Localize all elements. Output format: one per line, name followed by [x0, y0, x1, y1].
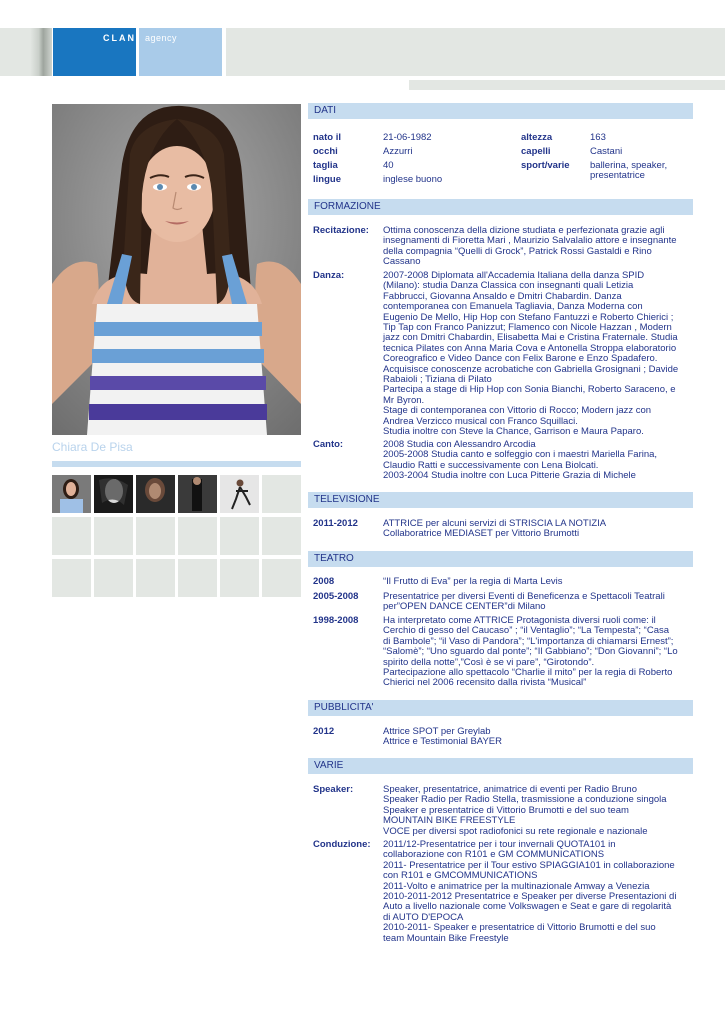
taglia-label: taglia: [313, 160, 338, 171]
altezza-label: altezza: [521, 132, 553, 143]
text-line: Coreografico e Video Dance con Felix Barone e Enzo Spadafero.: [383, 353, 658, 365]
text-line: Stage di contemporanea con Vittorio di Rocco; Modern jazz con: [383, 405, 652, 417]
occhi-value: Azzurri: [383, 146, 413, 157]
header-band-right: [226, 28, 725, 76]
teatro-text: [383, 592, 690, 613]
text-line: Fabbrucci, Giovanna Ansaldo e Dmitri Chabardin. Danza: [383, 290, 622, 302]
recitazione-label: Recitazione:: [313, 225, 369, 236]
text-line: Cassano: [383, 256, 421, 268]
text-line: 2011-Volto e animatrice per la multinazionale Amway a Venezia: [383, 880, 650, 892]
text-line: Partecipazione allo spettacolo “Charlie il mito” per la regia di Roberto: [383, 667, 673, 679]
thumbnail-slot: [94, 559, 133, 597]
nato-value: 21-06-1982: [383, 132, 432, 143]
text-line: Tip Tap con Franco Panizzut; Flamenco con Nicole Hazzan , Modern: [383, 322, 672, 334]
lingue-value: inglese buono: [383, 174, 443, 185]
occhi-label: occhi: [313, 146, 338, 157]
danza-label: Danza:: [313, 270, 345, 281]
thumbnail-slot: [220, 517, 259, 555]
thumbnail-3[interactable]: [136, 475, 175, 513]
section-teatro: [308, 551, 693, 567]
text-line: “Il Frutto di Eva” per la regia di Marta Levis: [383, 576, 563, 587]
thumbnail-slot: [52, 559, 91, 597]
teatro-year: 2005-2008: [313, 591, 359, 602]
text-line: Mr Byron.: [383, 394, 425, 406]
thumbnail-slot: [178, 559, 217, 597]
text-line: 2008 Studia con Alessandro Arcodia: [383, 439, 536, 450]
text-line: per”OPEN DANCE CENTER”di Milano: [383, 601, 546, 613]
thumbnail-slot: [262, 517, 301, 555]
section-title: FORMAZIONE: [314, 201, 381, 212]
televisione-year: 2011-2012: [313, 518, 358, 529]
section-title: TELEVISIONE: [314, 494, 380, 505]
text-line: Ha interpretato come ATTRICE Protagonista diversi ruoli come: il: [383, 615, 656, 626]
text-line: ATTRICE per alcuni servizi di STRISCIA LA NOTIZIA: [383, 518, 607, 529]
speaker-label: Speaker:: [313, 784, 354, 795]
text-line: collaborazione con R101 e GM COMMUNICATIONS: [383, 849, 605, 861]
text-line: con R101 e GMCOMMUNICATIONS: [383, 870, 538, 882]
conduzione-label: Conduzione:: [313, 839, 371, 850]
lingue-label: lingue: [313, 174, 341, 185]
thumbnail-slot: [52, 517, 91, 555]
thumbnail-slot: [136, 517, 175, 555]
section-televisione: [308, 492, 693, 508]
text-line: della compagnia “Quelli di Grock”, Patrick Rossi Gastaldi e Rino: [383, 245, 652, 257]
thumbnail-slot: [178, 517, 217, 555]
thumbnail-1[interactable]: [52, 475, 91, 513]
text-line: di Bambole”; “il Vaso di Pandora”; “L'importanza di chiamarsi Ernest”;: [383, 635, 674, 647]
text-line: Claudio Ratti e successivamente con Lena Biolcati.: [383, 459, 599, 471]
recitazione-text: [383, 226, 690, 268]
text-line: contemporanea con Emanuela Tagliavia, Danza Moderna con: [383, 301, 643, 313]
teatro-year: 1998-2008: [313, 615, 359, 626]
text-line: Attrice e Testimonial BAYER: [383, 736, 502, 748]
text-line: Chierici nel 2006 recensito dalla rivista “Musical”: [383, 677, 587, 689]
text-line: di AUTO D'EPOCA: [383, 911, 464, 923]
text-line: Presentatrice per diversi Eventi di Beneficenza e Spettacoli Teatrali: [383, 591, 665, 602]
text-line: Speaker Radio per Radio Stella, trasmissione a conduzione singola: [383, 794, 667, 806]
teatro-year: 2008: [313, 576, 335, 587]
logo-agency: agency: [145, 33, 178, 43]
section-title: PUBBLICITA': [314, 702, 374, 713]
canto-text: [383, 440, 690, 482]
text-line: Speaker e presentatrice di Vittorio Brumotti e del suo team: [383, 804, 629, 816]
text-line: Auto a livello nazionale come Volkswagen e Seat e gare di regolarità: [383, 901, 672, 913]
altezza-value: 163: [590, 132, 606, 143]
televisione-text: [383, 519, 690, 540]
thumbnail-slot: [136, 559, 175, 597]
danza-text: [383, 271, 690, 438]
text-line: jazz con Dmitri Chabardin, Elisabetta Mai e Cristina Fraternale. Studia: [383, 332, 678, 344]
header-texture: [30, 28, 52, 76]
text-line: Speaker, presentatrice, animatrice di eventi per Radio Bruno: [383, 784, 637, 795]
text-line: (Milano): studia Danza Classica con insegnanti quali Letizia: [383, 280, 634, 292]
text-line: 2011/12-Presentatrice per i tour invernali QUOTA101 in: [383, 839, 616, 850]
header-strip: [409, 80, 725, 90]
section-formazione: [308, 199, 693, 215]
taglia-value: 40: [383, 160, 394, 171]
teatro-text: [383, 577, 690, 587]
text-line: Andrea Verzicco musical con Franco Squillaci.: [383, 415, 578, 427]
text-line: “Salomè”; “Uno sguardo dal ponte”; “Il Gabbiano”; “Don Giovanni”; “Lo: [383, 646, 678, 658]
canto-label: Canto:: [313, 439, 344, 450]
text-line: Ottima conoscenza della dizione studiata e perfezionata grazie agli: [383, 225, 665, 236]
nato-label: nato il: [313, 132, 341, 143]
text-line: Collaboratrice MEDIASET per Vittorio Brumotti: [383, 528, 580, 540]
text-line: team Mountain Bike Freestyle: [383, 932, 509, 944]
text-line: Eugenio De Mello, Hip Hop con Stefano Fantuzzi e Roberto Chierici ;: [383, 311, 674, 323]
text-line: Studia inoltre con Steve la Chance, Garrison e Maura Paparo.: [383, 426, 644, 438]
text-line: 2011- Presentatrice per il Tour estivo SPIAGGIA101 in collaborazione: [383, 859, 675, 871]
thumbnail-2[interactable]: [94, 475, 133, 513]
thumbnail-4[interactable]: [178, 475, 217, 513]
sport-label: sport/varie: [521, 160, 570, 171]
text-line: Cerchio di gesso del Caucaso” ; “il Ventaglio”; “La Tempesta”; “Casa: [383, 625, 670, 637]
text-line: 2005-2008 Studia canto e solfeggio con i maestri Mariella Farina,: [383, 449, 658, 461]
section-pubblicita: [308, 700, 693, 716]
portrait-photo: [52, 104, 301, 435]
section-dati: [308, 103, 693, 119]
text-line: Attrice SPOT per Greylab: [383, 726, 491, 737]
text-line: 2003-2004 Studia inoltre con Luca Pitterie Grazia di Michele: [383, 470, 636, 482]
pubblicita-year: 2012: [313, 726, 335, 737]
text-line: spirito della notte”,”Così è se vi pare”, “Girotondo”.: [383, 656, 595, 668]
thumbnail-slot: [220, 559, 259, 597]
thumbnail-slot: [262, 475, 301, 513]
thumbnail-5[interactable]: [220, 475, 259, 513]
text-line: Partecipa a stage di Hip Hop con Sonia Bianchi, Roberto Saraceno, e: [383, 384, 676, 396]
profile-name: Chiara De Pisa: [52, 440, 133, 454]
caption-bar: [52, 461, 301, 467]
section-varie: [308, 758, 693, 774]
text-line: MOUNTAIN BIKE FREESTYLE: [383, 815, 516, 827]
thumbnail-slot: [94, 517, 133, 555]
capelli-label: capelli: [521, 146, 551, 157]
sport-value-2: presentatrice: [590, 170, 645, 181]
text-line: 2010-2011-2012 Presentatrice e Speaker per diverse Presentazioni di: [383, 891, 677, 903]
capelli-value: Castani: [590, 146, 623, 157]
text-line: tecnica Pilates con Anna Maria Cova e Antonella Stroppa elaboratorio: [383, 342, 677, 354]
text-line: insegnamenti di Fioretta Mari , Maurizio Salvalalio attore e insegnante: [383, 235, 677, 247]
text-line: Rabaioli ; Tiziana di Pilato: [383, 374, 492, 386]
section-title: VARIE: [314, 760, 344, 771]
speaker-text: [383, 785, 690, 837]
text-line: 2007-2008 Diplomata all'Accademia Italiana della danza SPID: [383, 270, 645, 281]
text-line: 2010-2011- Speaker e presentatrice di Vittorio Brumotti e del suo: [383, 922, 656, 934]
pubblicita-text: [383, 727, 690, 748]
teatro-text: [383, 616, 690, 689]
logo-brand: CLAN: [103, 33, 136, 43]
thumbnail-slot: [262, 559, 301, 597]
conduzione-text: [383, 840, 690, 944]
section-title: TEATRO: [314, 553, 354, 564]
text-line: VOCE per diversi spot radiofonici su rete regionale e nazionale: [383, 825, 648, 837]
section-title: DATI: [314, 105, 337, 116]
text-line: Acquisisce conoscenze acrobatiche con Gabriella Grosignani ; Davide: [383, 363, 679, 375]
sport-value-1: ballerina, speaker,: [590, 160, 668, 171]
